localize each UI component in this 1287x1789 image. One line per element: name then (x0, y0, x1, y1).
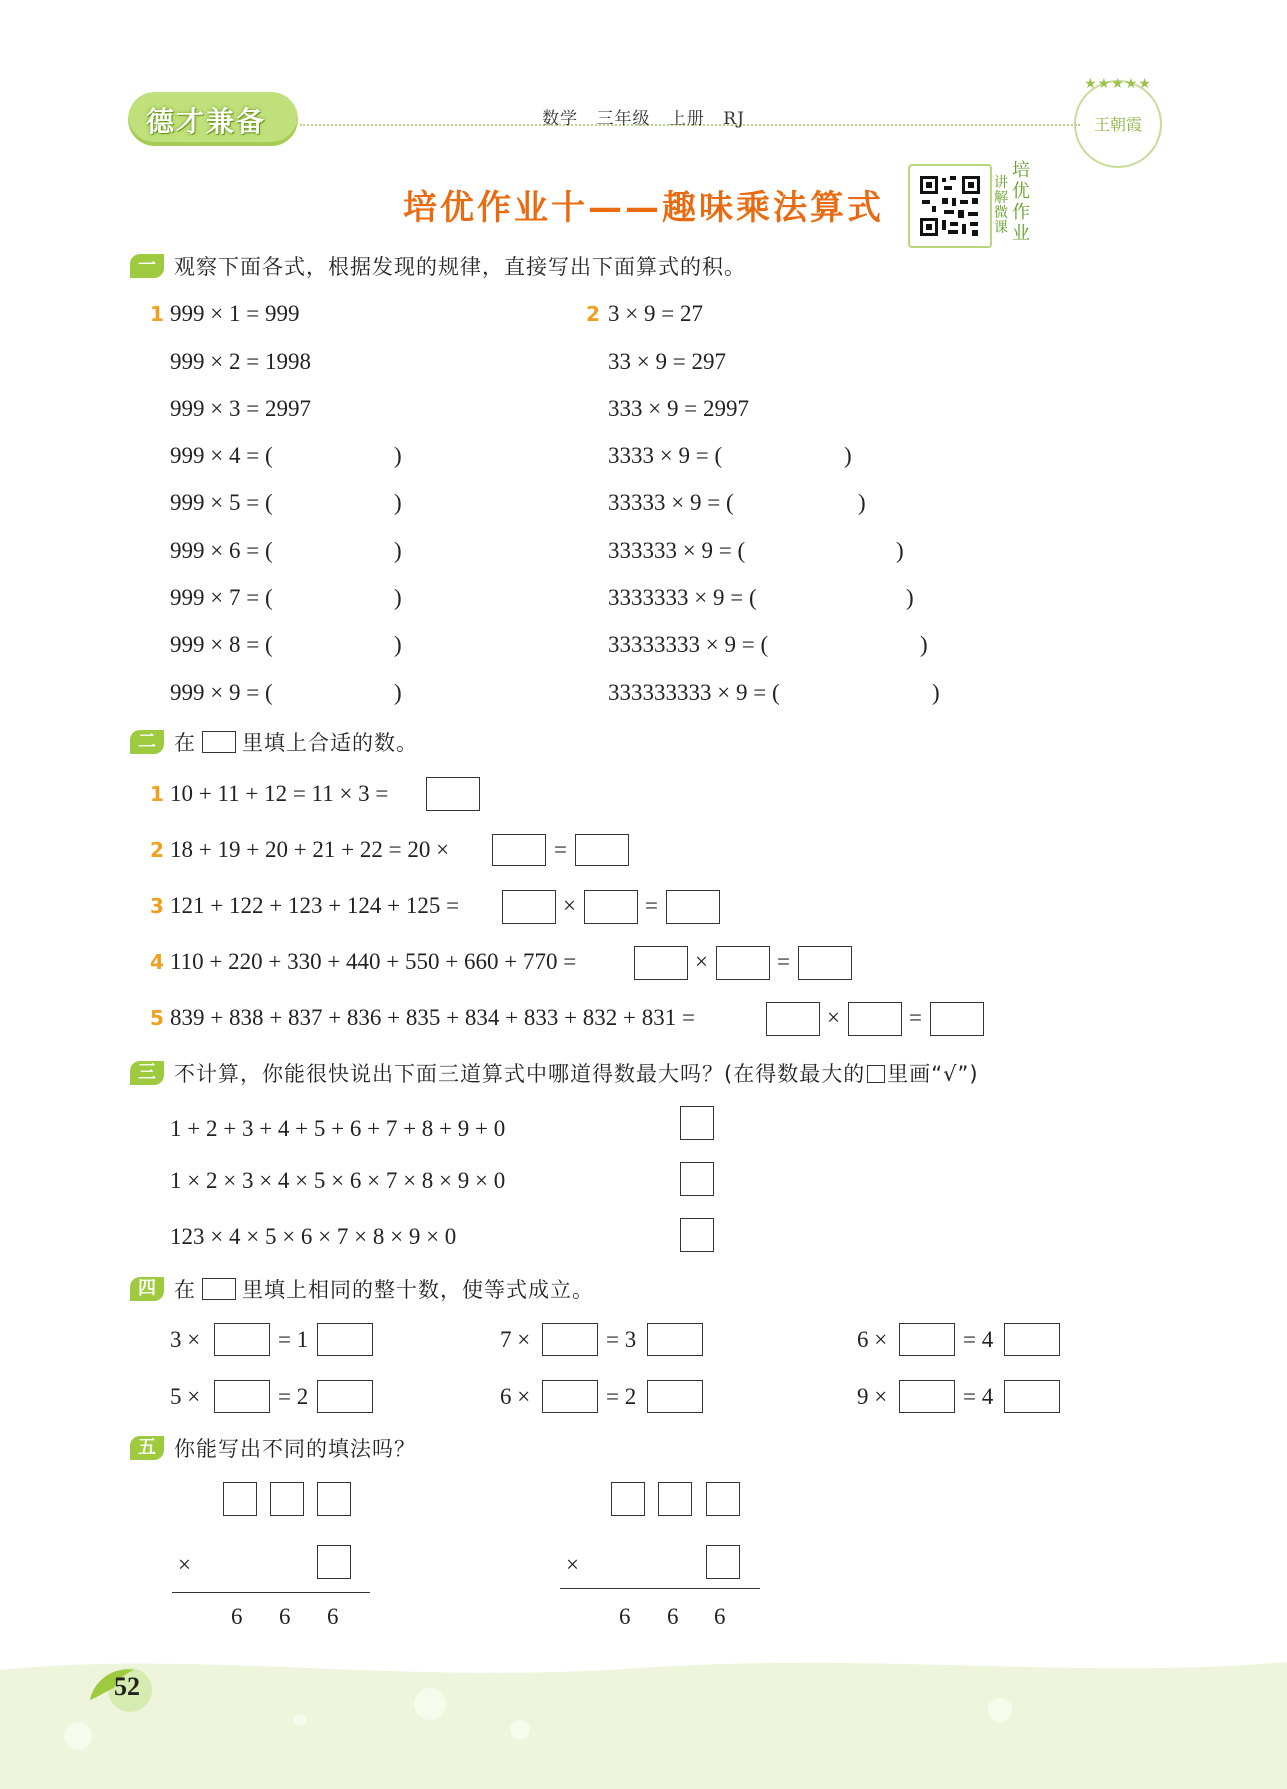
equation-line: 3 × 9 = 27 (608, 301, 703, 326)
times-sign: × (178, 1552, 191, 1577)
answer-box[interactable] (899, 1323, 955, 1356)
instruction-post: 里画“√”) (887, 1062, 979, 1086)
equation-line: 999 × 7 = ( (170, 585, 273, 610)
answer-box[interactable] (798, 946, 852, 980)
answer-box[interactable] (584, 890, 638, 924)
equation-line: 121 + 122 + 123 + 124 + 125 = (170, 893, 460, 918)
section-marker-1: 一 (130, 254, 164, 278)
qr-caption-large: 培优作业 (1012, 160, 1030, 244)
equation-line: 999 × 2 = 1998 (170, 349, 311, 374)
answer-box[interactable] (426, 777, 480, 811)
subject-label: 数学 (542, 109, 579, 129)
problem-number: 5 (150, 1006, 164, 1030)
equation-line: 839 + 838 + 837 + 836 + 835 + 834 + 833 + 832 + 831 = (170, 1005, 695, 1030)
checkbox-sample (867, 1065, 885, 1083)
problem-number: 2 (586, 302, 600, 326)
answer-box[interactable] (214, 1323, 270, 1356)
edition-label: RJ (723, 109, 745, 129)
equation-middle: = 4 (963, 1327, 994, 1352)
answer-box[interactable] (492, 834, 546, 866)
equation-line: 33 × 9 = 297 (608, 349, 726, 374)
answer-blank-close[interactable]: ) (920, 632, 928, 657)
answer-box[interactable] (575, 834, 629, 866)
problem-number: 1 (150, 782, 164, 806)
problem-number: 4 (150, 950, 164, 974)
answer-box[interactable] (930, 1002, 984, 1036)
answer-box[interactable] (899, 1380, 955, 1413)
answer-box[interactable] (502, 890, 556, 924)
section-4-instruction (174, 1274, 594, 1304)
answer-box[interactable] (542, 1380, 598, 1413)
answer-box[interactable] (317, 1380, 373, 1413)
answer-box[interactable] (766, 1002, 820, 1036)
digit-box[interactable] (317, 1482, 351, 1516)
equation-prefix: 6 × (857, 1327, 888, 1352)
equation-line: 3333 × 9 = ( (608, 443, 723, 468)
brand-text: 德才兼备 (146, 105, 267, 138)
problem-number: 3 (150, 894, 164, 918)
instruction-post: 里填上相同的整十数，使等式成立。 (242, 1278, 594, 1302)
answer-box[interactable] (647, 1380, 703, 1413)
answer-blank-close[interactable]: ) (858, 490, 866, 515)
equation-prefix: 9 × (857, 1384, 888, 1409)
answer-box[interactable] (214, 1380, 270, 1413)
answer-box-sample (202, 731, 236, 753)
digit-box[interactable] (658, 1482, 692, 1516)
answer-blank-close[interactable]: ) (394, 632, 402, 657)
digit-box[interactable] (706, 1545, 740, 1579)
result-rule (560, 1588, 760, 1589)
term-label: 上册 (668, 109, 705, 129)
equation-line: 999 × 1 = 999 (170, 301, 300, 326)
equation-middle: = 3 (606, 1327, 637, 1352)
equation-line: 333333333 × 9 = ( (608, 680, 780, 705)
answer-blank-close[interactable]: ) (896, 538, 904, 563)
answer-box[interactable] (1004, 1380, 1060, 1413)
problem-number: 1 (150, 302, 164, 326)
answer-blank-close[interactable]: ) (394, 585, 402, 610)
equation-line: 3333333 × 9 = ( (608, 585, 757, 610)
result-digit: 6 (714, 1604, 726, 1629)
equation-line: 333 × 9 = 2997 (608, 396, 749, 421)
expression-line: 123 × 4 × 5 × 6 × 7 × 8 × 9 × 0 (170, 1224, 457, 1249)
equation-middle: = 2 (278, 1384, 309, 1409)
answer-box[interactable] (634, 946, 688, 980)
answer-blank-close[interactable]: ) (844, 443, 852, 468)
equation-prefix: 5 × (170, 1384, 201, 1409)
equation-line: 999 × 5 = ( (170, 490, 273, 515)
times-sign: × (566, 1552, 579, 1577)
section-2-instruction (174, 727, 418, 757)
times-sign: × (827, 1005, 840, 1030)
equals-sign: = (777, 949, 790, 974)
equals-sign: = (554, 837, 567, 862)
digit-box[interactable] (223, 1482, 257, 1516)
equation-middle: = 2 (606, 1384, 637, 1409)
equation-prefix: 7 × (500, 1327, 531, 1352)
equation-line: 33333333 × 9 = ( (608, 632, 769, 657)
qr-code-icon (918, 174, 982, 238)
digit-box[interactable] (270, 1482, 304, 1516)
grade-label: 三年级 (596, 109, 651, 129)
answer-box[interactable] (666, 890, 720, 924)
problem-number: 2 (150, 838, 164, 862)
section-5-instruction: 你能写出不同的填法吗？ (174, 1437, 416, 1461)
equation-middle: = 1 (278, 1327, 309, 1352)
result-digit: 6 (279, 1604, 291, 1629)
times-sign: × (563, 893, 576, 918)
qr-code[interactable] (908, 164, 992, 248)
result-digit: 6 (231, 1604, 243, 1629)
page-number-text: 52 (114, 1672, 140, 1701)
section-marker-4: 四 (130, 1277, 164, 1301)
seal-name: 王朝霞 (1093, 115, 1142, 134)
qr-caption (994, 160, 1038, 256)
equation-line: 999 × 4 = ( (170, 443, 273, 468)
answer-box[interactable] (317, 1323, 373, 1356)
instruction-pre: 不计算，你能很快说出下面三道算式中哪道得数最大吗？(在得数最大的 (174, 1062, 866, 1086)
equation-line: 18 + 19 + 20 + 21 + 22 = 20 × (170, 837, 450, 862)
equals-sign: = (645, 893, 658, 918)
equation-line: 110 + 220 + 330 + 440 + 550 + 660 + 770 = (170, 949, 577, 974)
equation-middle: = 4 (963, 1384, 994, 1409)
equation-line: 999 × 8 = ( (170, 632, 273, 657)
equation-line: 333333 × 9 = ( (608, 538, 746, 563)
equation-line: 999 × 6 = ( (170, 538, 273, 563)
section-marker-3: 三 (130, 1061, 164, 1085)
instruction-pre: 在 (174, 731, 196, 755)
expression-line: 1 + 2 + 3 + 4 + 5 + 6 + 7 + 8 + 9 + 0 (170, 1116, 506, 1141)
expression-line: 1 × 2 × 3 × 4 × 5 × 6 × 7 × 8 × 9 × 0 (170, 1168, 506, 1193)
answer-blank-close[interactable]: ) (394, 490, 402, 515)
equation-prefix: 6 × (500, 1384, 531, 1409)
answer-box-sample (202, 1278, 236, 1300)
answer-checkbox[interactable] (680, 1162, 714, 1196)
answer-blank-close[interactable]: ) (906, 585, 914, 610)
equation-line: 33333 × 9 = ( (608, 490, 734, 515)
times-sign: × (695, 949, 708, 974)
equation-prefix: 3 × (170, 1327, 201, 1352)
answer-box[interactable] (848, 1002, 902, 1036)
footer-decoration (0, 1640, 1287, 1789)
equals-sign: = (909, 1005, 922, 1030)
answer-box[interactable] (647, 1323, 703, 1356)
answer-box[interactable] (716, 946, 770, 980)
digit-box[interactable] (611, 1482, 645, 1516)
answer-blank-close[interactable]: ) (932, 680, 940, 705)
digit-box[interactable] (706, 1482, 740, 1516)
publisher-seal (1074, 76, 1162, 168)
answer-blank-close[interactable]: ) (394, 443, 402, 468)
equation-line: 10 + 11 + 12 = 11 × 3 = (170, 781, 389, 806)
answer-blank-close[interactable]: ) (394, 680, 402, 705)
result-digit: 6 (667, 1604, 679, 1629)
equation-line: 999 × 3 = 2997 (170, 396, 311, 421)
instruction-pre: 在 (174, 1278, 196, 1302)
answer-box[interactable] (1004, 1323, 1060, 1356)
answer-checkbox[interactable] (680, 1106, 714, 1140)
result-digit: 6 (619, 1604, 631, 1629)
answer-box[interactable] (542, 1323, 598, 1356)
section-1-instruction: 观察下面各式，根据发现的规律，直接写出下面算式的积。 (174, 255, 746, 279)
section-marker-2: 二 (130, 730, 164, 754)
page-title: 培优作业十——趣味乘法算式 (403, 188, 884, 228)
digit-box[interactable] (317, 1545, 351, 1579)
answer-blank-close[interactable]: ) (394, 538, 402, 563)
star-icon: ★★★★★ (1084, 76, 1152, 92)
section-3-instruction (174, 1058, 979, 1088)
answer-checkbox[interactable] (680, 1218, 714, 1252)
result-digit: 6 (327, 1604, 339, 1629)
equation-line: 999 × 9 = ( (170, 680, 273, 705)
result-rule (172, 1592, 370, 1593)
instruction-post: 里填上合适的数。 (242, 731, 418, 755)
page-number (84, 1660, 162, 1714)
qr-caption-small: 讲解微课 (994, 175, 1008, 236)
section-marker-5: 五 (130, 1436, 164, 1460)
